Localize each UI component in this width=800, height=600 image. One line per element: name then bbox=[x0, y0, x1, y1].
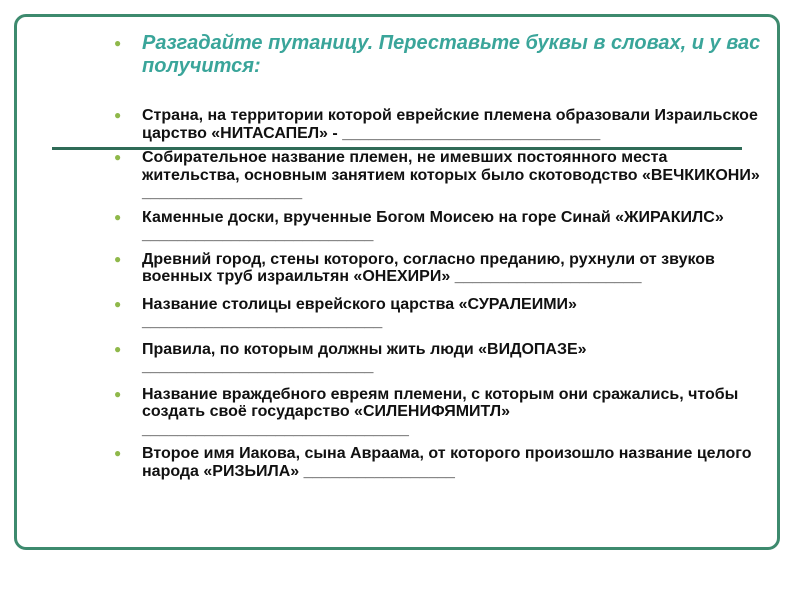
answer-blank: _____________________ bbox=[454, 268, 642, 285]
list-item bbox=[114, 251, 764, 286]
bullet-icon: ● bbox=[114, 36, 122, 50]
title-text: Разгадайте путаницу. Переставьте буквы в словах, и у вас получится: bbox=[142, 32, 761, 77]
answer-blank: __________________________ bbox=[142, 226, 374, 243]
answer-blank: _____________________________ bbox=[342, 124, 601, 142]
bullet-icon: ● bbox=[114, 251, 122, 266]
item-text: Правила, по которым должны жить люди «ВИДОПАЗЕ» bbox=[142, 340, 587, 358]
item-text: Каменные доски, врученные Богом Моисею на горе Синай «ЖИРАКИЛС» bbox=[142, 208, 724, 226]
answer-blank: _________________ bbox=[303, 462, 455, 480]
answer-blank: __________________________ bbox=[142, 358, 374, 375]
list-item bbox=[114, 341, 764, 376]
item-text: Название враждебного евреям племени, с которым они сражались, чтобы создать своё государство «СИЛЕНИФЯМИТЛ» bbox=[142, 385, 739, 420]
slide-content bbox=[114, 32, 764, 487]
bullet-icon: ● bbox=[114, 209, 122, 224]
list-item bbox=[114, 209, 764, 244]
item-text: Древний город, стены которого, согласно преданию, рухнули от звуков военных труб израильтян «ОНЕХИРИ» bbox=[142, 250, 715, 285]
bullet-icon: ● bbox=[114, 296, 122, 311]
answer-blank: ___________________________ bbox=[142, 313, 383, 330]
list-item bbox=[114, 296, 764, 331]
list-item bbox=[114, 445, 764, 480]
bullet-icon: ● bbox=[114, 108, 122, 122]
item-text: Название столицы еврейского царства «СУРАЛЕИМИ» bbox=[142, 295, 577, 313]
answer-blank: __________________ bbox=[142, 184, 303, 201]
list-item bbox=[114, 386, 764, 439]
slide-title bbox=[114, 32, 764, 78]
bullet-icon: ● bbox=[114, 341, 122, 356]
item-text: Собирательное название племен, не имевших постоянного места жительства, основным занятием которых было скотоводство «ВЕЧКИКОНИ» bbox=[142, 149, 760, 184]
item-text: Второе имя Иакова, сына Авраама, от которого произошло название целого народа «РИЗЬИЛА» bbox=[142, 445, 752, 480]
answer-blank: ______________________________ bbox=[142, 420, 409, 438]
list-item bbox=[114, 149, 764, 202]
bullet-icon: ● bbox=[114, 150, 122, 164]
bullet-icon: ● bbox=[114, 446, 122, 460]
bullet-icon: ● bbox=[114, 386, 122, 401]
list-item bbox=[114, 107, 764, 142]
item-text: Страна, на территории которой еврейские племена образовали Израильское царство «НИТАСАПЕЛ» - bbox=[142, 107, 758, 142]
